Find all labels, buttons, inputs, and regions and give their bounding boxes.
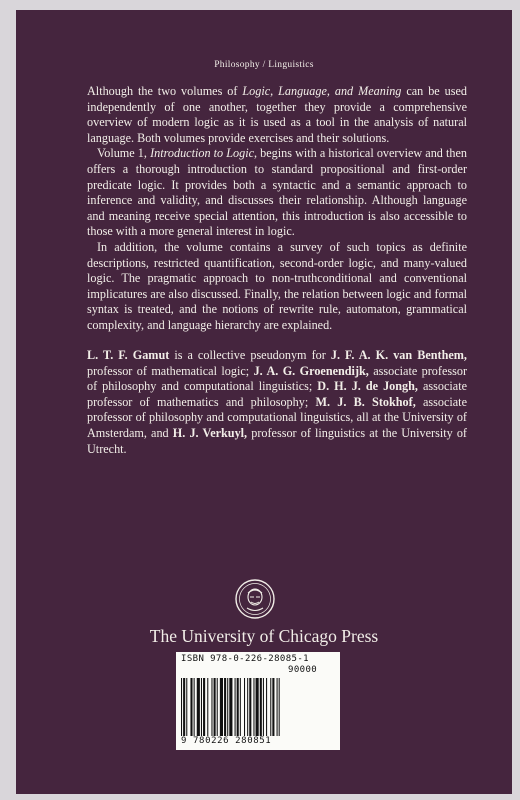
back-cover: [16, 10, 512, 794]
author-name: J. F. A. K. van Benthem,: [330, 348, 467, 362]
press-seal-icon: [234, 578, 276, 620]
author-name: L. T. F. Gamut: [87, 348, 170, 362]
bio-text: associate professor of mathematics and philosophy;: [87, 379, 468, 409]
ean-number: 9 780226 280851: [181, 736, 272, 746]
p1-text-a: Although the two volumes of: [87, 84, 243, 98]
description-paragraph-2: [87, 146, 467, 240]
p2-text-a: Volume 1,: [97, 146, 151, 161]
description-paragraph-1: [87, 84, 467, 146]
publisher-name: The University of Chicago Press: [149, 626, 379, 646]
book-description: [87, 84, 467, 334]
bio-text: is a collective pseudonym for: [169, 348, 331, 362]
author-name: M. J. B. Stokhof,: [315, 394, 416, 409]
description-paragraph-3: In addition, the volume contains a survey of such topics as definite descriptions, restricted quantification, second-order logic, and many-valued logic. The pragmatic approach to non-truthconditional and conventional implicatures are also discussed. Finally, the relation between logic and formal syntax is treated, and the notions of rewrite rule, automaton, grammatical complexity, and language hierarchy are explained.: [87, 239, 467, 332]
bio-text: associate professor of philosophy and computational linguistics;: [87, 363, 468, 394]
p1-text-b: can be used independently of one another, together they provide a comprehensive overview of modern logic as it is used as a tool in the analysis of natural language. Both volumes provide exercises and their solutions.: [87, 84, 467, 145]
bio-text: professor of mathematical logic;: [87, 363, 254, 378]
author-name: H. J. Verkuyl,: [172, 425, 248, 440]
isbn-number: ISBN 978-0-226-28085-1: [181, 654, 310, 664]
barcode-bars: [181, 678, 335, 736]
p2-text-b: , begins with a historical overview and then offers a thorough introduction to standard propositional and first-order predicate logic. It provides both a syntactic and a semantic approach to inference and validity, and discusses their relationship. Although language and meaning receive special attention, this introduction is also accessible to those with a more general interest in logic.: [87, 146, 467, 239]
author-paragraph: [87, 348, 467, 457]
author-bio: [87, 348, 467, 457]
barcode-label: [176, 652, 340, 750]
price-code: 90000: [288, 665, 318, 675]
volume-title: Introduction to Logic: [150, 146, 254, 161]
bio-text: associate professor of philosophy and computational linguistics, all at the University of Amsterdam, and: [87, 394, 467, 440]
bio-text: professor of linguistics at the University of Utrecht.: [87, 425, 467, 456]
author-name: D. H. J. de Jongh,: [317, 379, 418, 394]
series-title: Logic, Language, and Meaning: [242, 84, 402, 98]
category-label: Philosophy / Linguistics: [214, 60, 314, 70]
author-name: J. A. G. Groenendijk,: [253, 363, 369, 378]
